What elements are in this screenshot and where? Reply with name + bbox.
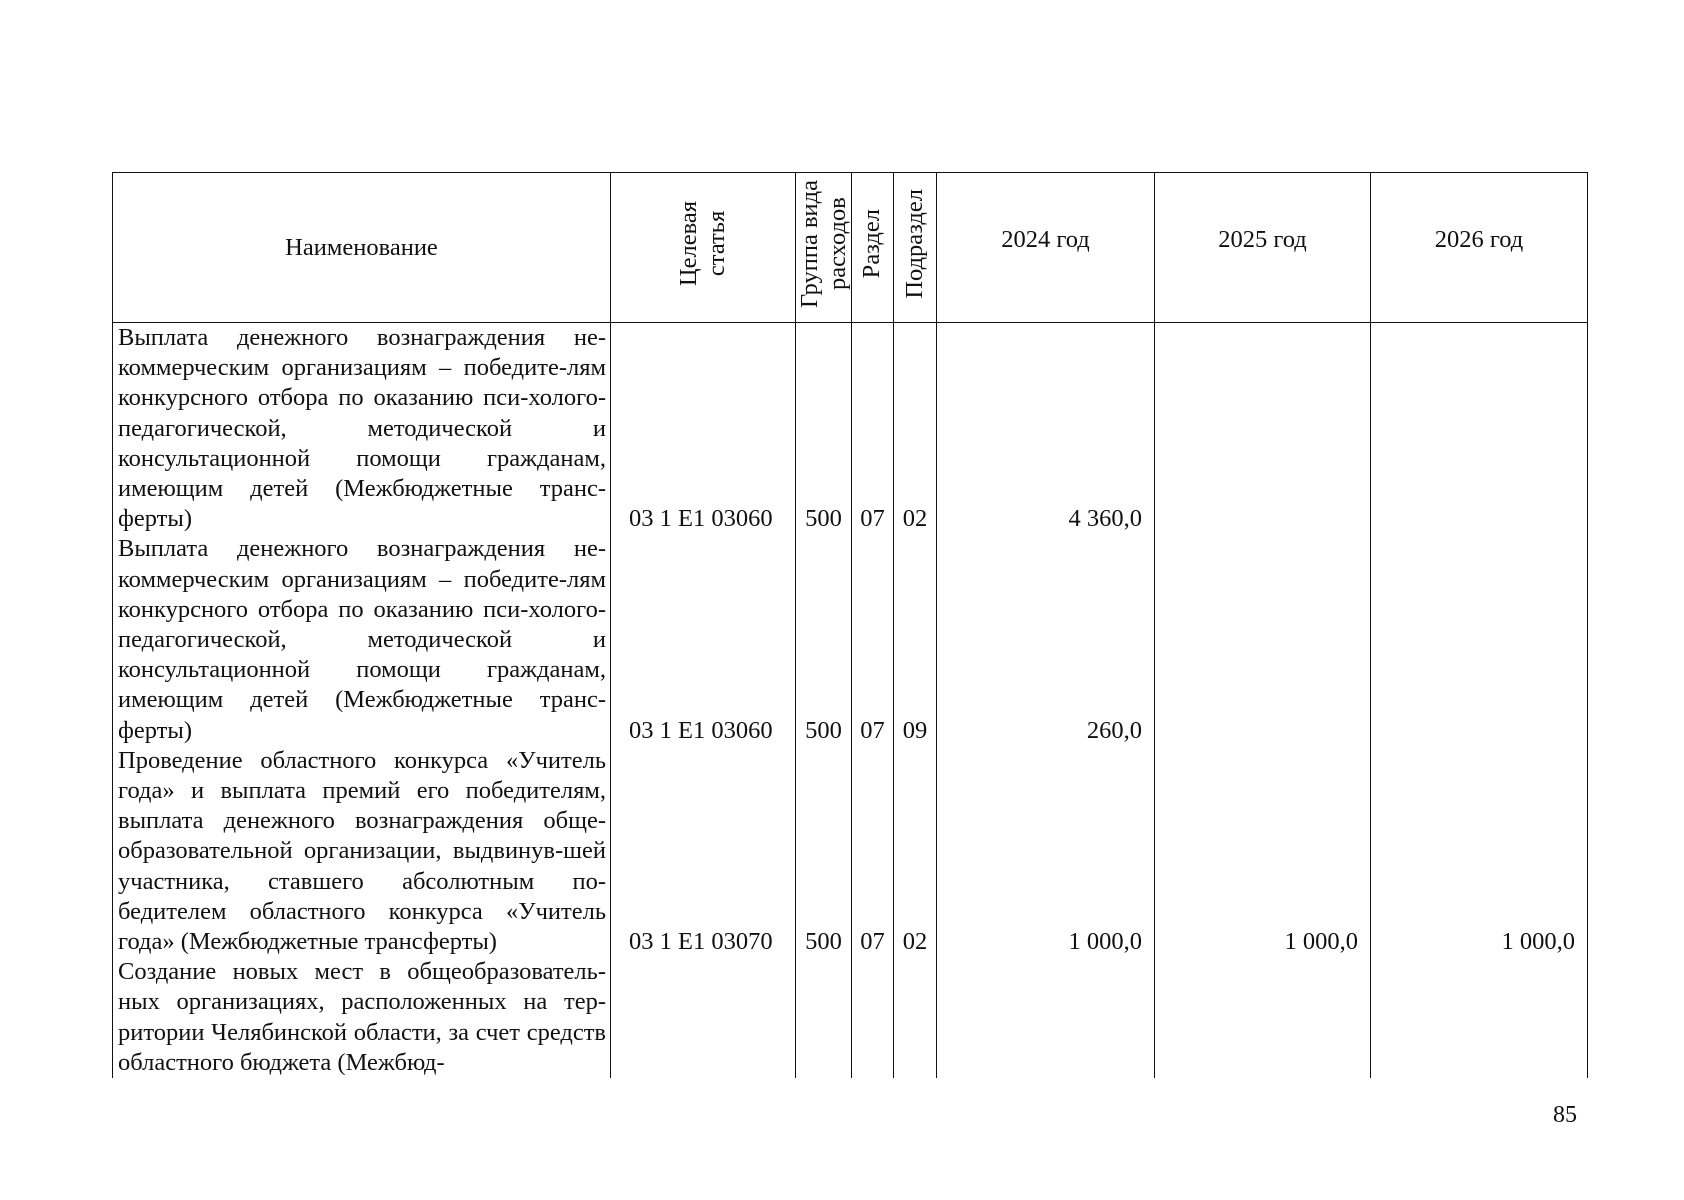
header-year-2025 — [1155, 173, 1371, 323]
row-target-article: 03 1 E1 03060 — [611, 534, 796, 745]
table-row — [113, 534, 1588, 745]
row-subsection: 02 — [894, 323, 937, 535]
row-value-2026 — [1371, 957, 1588, 1078]
page-number: 85 — [1553, 1102, 1577, 1128]
row-subsection — [894, 957, 937, 1078]
row-expense-group: 500 — [796, 746, 852, 957]
header-year-2024 — [937, 173, 1155, 323]
row-target-article: 03 1 E1 03060 — [611, 323, 796, 535]
row-value-2025: 1 000,0 — [1155, 746, 1371, 957]
row-value-2024: 4 360,0 — [937, 323, 1155, 535]
row-value-2024 — [937, 957, 1155, 1078]
header-target-article — [611, 173, 796, 323]
header-year-2024-label: 2024 год — [1001, 225, 1090, 253]
row-target-article: 03 1 E1 03070 — [611, 746, 796, 957]
header-year-2026-label: 2026 год — [1434, 225, 1524, 253]
table-row — [113, 957, 1588, 1078]
header-subsection-label: Подраздел — [900, 189, 928, 299]
header-expense-group — [796, 173, 852, 323]
row-value-2025 — [1155, 957, 1371, 1078]
table-row — [113, 746, 1588, 957]
row-name: Проведение областного конкурса «Учитель года» и выплата премий его победителям, выплата денежного вознаграждения обще-образовательной организации, выдвинув-шей участника, ставшего абсолютным по-бедителем областного конкурса «Учитель года» (Межбюджетные трансферты) — [113, 746, 611, 957]
row-name: Выплата денежного вознаграждения не-коммерческим организациям – победите-лям конкурсного отбора по оказанию пси-холого-педагогической, методической и консультационной помощи гражданам, имеющим детей (Межбюджетные транс-ферты) — [113, 323, 611, 535]
row-section: 07 — [852, 746, 894, 957]
header-year-2026 — [1371, 173, 1588, 323]
row-subsection: 02 — [894, 746, 937, 957]
row-value-2026: 1 000,0 — [1371, 746, 1588, 957]
row-section — [852, 957, 894, 1078]
row-value-2026 — [1371, 323, 1588, 535]
row-name: Создание новых мест в общеобразователь-ных организациях, расположенных на тер-ритории Челябинской области, за счет средств областного бюджета (Межбюд- — [113, 957, 611, 1078]
row-subsection: 09 — [894, 534, 937, 745]
table-row — [113, 323, 1588, 535]
table-header-row — [113, 173, 1588, 323]
header-year-2025-label: 2025 год — [1218, 225, 1307, 253]
header-name-label: Наименование — [285, 233, 438, 261]
row-expense-group — [796, 957, 852, 1078]
row-value-2026 — [1371, 534, 1588, 745]
row-expense-group: 500 — [796, 534, 852, 745]
header-subsection — [894, 173, 937, 323]
row-target-article — [611, 957, 796, 1078]
row-name: Выплата денежного вознаграждения не-коммерческим организациям – победите-лям конкурсного отбора по оказанию пси-холого-педагогической, методической и консультационной помощи гражданам, имеющим детей (Межбюджетные транс-ферты) — [113, 534, 611, 745]
header-section-label: Раздел — [858, 209, 886, 279]
row-expense-group: 500 — [796, 323, 852, 535]
header-name — [113, 173, 611, 323]
row-value-2024: 260,0 — [937, 534, 1155, 745]
header-section — [852, 173, 894, 323]
row-section: 07 — [852, 323, 894, 535]
header-expense-group-label: Группа вида расходов — [796, 179, 852, 309]
budget-table — [112, 172, 1588, 1078]
row-section: 07 — [852, 534, 894, 745]
row-value-2025 — [1155, 323, 1371, 535]
row-value-2024: 1 000,0 — [937, 746, 1155, 957]
header-target-article-label: Целевая статья — [674, 201, 730, 287]
row-value-2025 — [1155, 534, 1371, 745]
